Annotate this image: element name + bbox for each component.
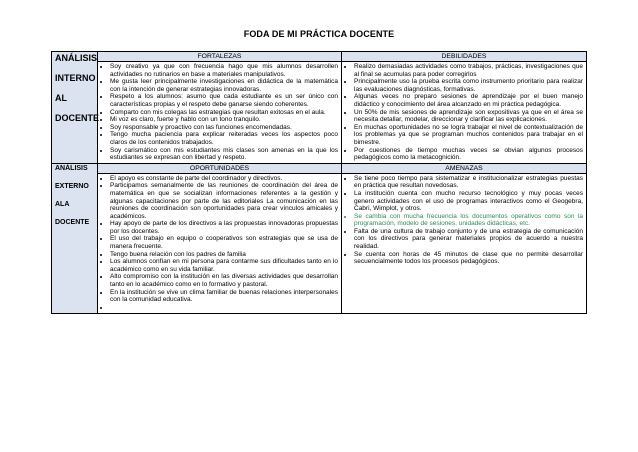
list-item — [110, 304, 338, 312]
list-item: • Soy creativo ya que con frecuencia hago que mis alumnos desarrollen actividades no rutinarios en base a materiales manipulativos. — [110, 63, 338, 78]
list-item: • Principalmente uso la prueba escrita como instrumento prioritario para realizar las evaluaciones diagnósticas, formativas. — [354, 78, 583, 93]
label-external-analysis — [52, 163, 98, 313]
list-item: • Por cuestiones de tiempo muchas veces se obvian algunos procesos pedagógicos como la metacognición. — [354, 147, 583, 162]
list-item: • En la institución se vive un clima familiar de buenas relaciones interpersonales con la comunidad educativa. — [110, 289, 338, 304]
list-item: • Un 50% de mis sesiones de aprendizaje son expositivas ya que en el área se necesita detallar, modelar, direccionar y clarificar las explicaciones. — [354, 109, 583, 124]
list-item: • El uso del trabajo en equipo o cooperativos son estrategias que se usa de manera frecuente. — [110, 235, 338, 250]
heading-threats: AMENAZAS — [342, 164, 586, 174]
label-line: EXTERNO — [55, 182, 89, 190]
cell-opportunities — [98, 163, 342, 313]
list-opportunities — [98, 174, 341, 313]
list-item: • Falta de una cultura de trabajo conjunto y de una estrategia de comunicación con los directivos para generar materiales propios de acuerdo a nuestra realidad. — [354, 228, 583, 251]
list-item: • Se tiene poco tiempo para sistematizar e institucionalizar estrategias puestas en práctica que resultan novedosas. — [354, 175, 583, 190]
cell-threats — [342, 163, 587, 313]
label-line: DOCENTE — [55, 113, 100, 123]
list-item: • Comparto con mis colegas las estrategias que resultan exitosas en el aula. — [110, 109, 338, 117]
list-item: • Realizo demasiadas actividades como trabajos, prácticas, investigaciones que al final se acumulas para poder corregirlos — [354, 63, 583, 78]
list-item: • Respeto a los alumnos: asumo que cada estudiante es un ser único con características propias y el respeto debe ganarse siendo coherentes. — [110, 93, 338, 108]
list-threats — [342, 174, 586, 267]
list-weaknesses — [342, 62, 586, 163]
row-internal — [52, 52, 587, 164]
document-title: FODA DE MI PRÁCTICA DOCENTE — [243, 29, 395, 39]
list-item: • Soy carismático con mis estudiantes mis clases son amenas en la que los estudiantes se expresan con libertad y respeto. — [110, 147, 338, 162]
cell-weaknesses — [342, 52, 587, 164]
list-item: • Tengo mucha paciencia para explicar reiteradas veces los aspectos poco claros de los contenidos trabajados. — [110, 131, 338, 146]
label-line: INTERNO — [55, 73, 96, 83]
label-line: ANÁLISIS — [55, 164, 88, 172]
list-item: • Los alumnos confían en mi persona para contarme sus dificultades tanto en lo académico como en su vida familiar. — [110, 258, 338, 273]
list-item: • La institución cuenta con mucho recurso tecnológico y muy pocas veces genero actividades con el uso de programas interactivos como el Geogebra, Cabri, Wimplot, y otros. — [354, 190, 583, 213]
list-item: • Hay apoyo de parte de los directivos a las propuestas innovadoras propuestas por los docentes. — [110, 220, 338, 235]
foda-table — [51, 51, 587, 314]
row-external — [52, 163, 587, 313]
list-item: • Mi voz es claro, fuerte y hablo con un tono tranquilo. — [110, 116, 338, 124]
list-item: • Se cambia con mucha frecuencia los documentos operativos como son la programación, modelo de sesiones, unidades didácticas, etc. — [354, 213, 583, 228]
list-item: • Alto compromiso con la institución en las diversas actividades que desarrollan tanto en lo académico como en lo formativo y pastoral. — [110, 273, 338, 288]
list-strengths — [98, 62, 341, 163]
heading-strengths: FORTALEZAS — [98, 52, 341, 62]
label-internal-analysis — [52, 52, 98, 164]
list-item: • Algunas veces no preparo sesiones de aprendizaje por el buen manejo didáctico y conocimiento del área alcanzado en mi práctica pedagógica. — [354, 93, 583, 108]
list-item: • Se cuenta con horas de 45 minutos de clase que no permite desarrollar secuencialmente todos los procesos pedagógicos. — [354, 251, 583, 266]
label-line: AL — [55, 93, 67, 103]
cell-strengths — [98, 52, 342, 164]
heading-opportunities: OPORTUNIDADES — [98, 164, 341, 174]
list-item: • En muchas oportunidades no se logra trabajar el nivel de contextualización de los problemas ya que se programan muchos contenidos para trabajar en el bimestre. — [354, 124, 583, 147]
heading-weaknesses: DEBILIDADES — [342, 52, 586, 62]
list-item: • Soy responsable y proactivo con las funciones encomendadas. — [110, 124, 338, 132]
label-line: ALA — [55, 200, 70, 208]
list-item: • El apoyo es constante de parte del coordinador y directivos. — [110, 175, 338, 183]
list-item: • Participamos semanalmente de las reuniones de coordinación del área de matemática en que se socializan informaciones referentes a la gestión y algunas capacitaciones por parte de las editoriales La comunicación en las reuniones de coordinación son oportunidades para crear vínculos amicales y académicos. — [110, 182, 338, 220]
list-item: • Me gusta leer principalmente investigaciones en didáctica de la matemática con la intención de generar estrategias innovadoras. — [110, 78, 338, 93]
label-line: DOCENTE — [55, 218, 90, 226]
label-line: ANÁLISIS — [55, 53, 98, 63]
list-item: • Tengo buena relación con los padres de familia — [110, 251, 338, 259]
